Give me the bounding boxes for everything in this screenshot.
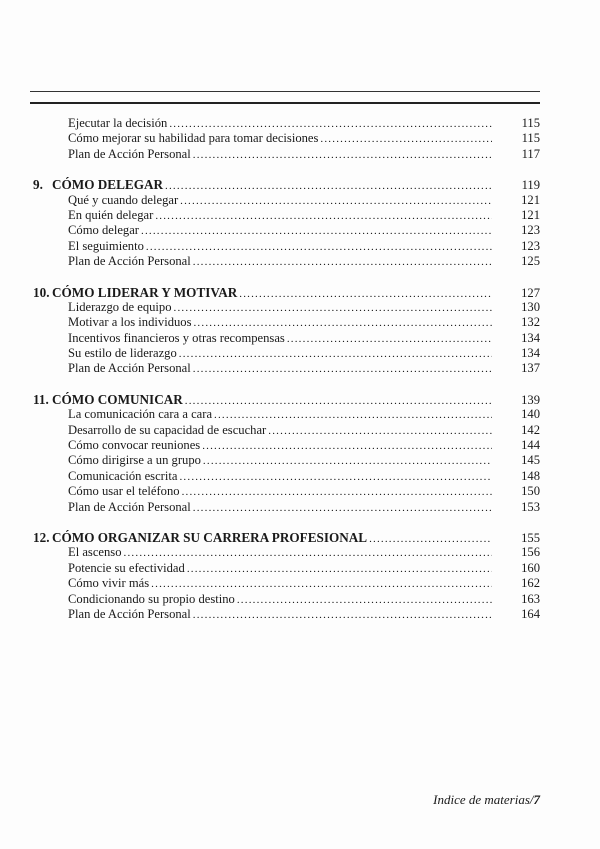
dot-leader <box>169 117 492 132</box>
entry-page: 160 <box>521 560 540 575</box>
entry-title: Plan de Acción Personal <box>68 606 191 621</box>
toc-section <box>30 177 540 269</box>
entry-title: Ejecutar la decisión <box>68 116 168 130</box>
dot-leader <box>320 132 492 147</box>
entry-page: 115 <box>521 131 540 146</box>
entry-page: 117 <box>521 146 540 161</box>
dot-leader <box>187 562 492 577</box>
entry-page: 150 <box>521 484 540 499</box>
entry-page: 148 <box>521 468 540 483</box>
toc-entry <box>30 469 540 484</box>
header-rule-top <box>30 91 540 92</box>
dot-leader <box>239 287 492 302</box>
toc-entry <box>30 346 540 361</box>
toc-entry <box>30 407 540 422</box>
entry-page: 123 <box>521 238 540 253</box>
footer-label: Indice de materias/ <box>433 792 534 807</box>
entry-title: CÓMO COMUNICAR <box>52 391 183 407</box>
entry-title: Desarrollo de su capacidad de escuchar <box>68 422 267 437</box>
entry-title: Condicionando su propio destino <box>68 591 235 606</box>
entry-page: 162 <box>521 576 540 591</box>
entry-title: Plan de Acción Personal <box>68 254 191 269</box>
dot-leader <box>193 362 492 377</box>
entry-title: Qué y cuando delegar <box>68 192 179 207</box>
toc-entry <box>30 239 540 254</box>
entry-title: CÓMO ORGANIZAR SU CARRERA PROFESIONAL <box>52 529 368 545</box>
toc-entry <box>30 223 540 238</box>
entry-page: 123 <box>521 223 540 238</box>
entry-title: Plan de Acción Personal <box>68 361 191 376</box>
toc-entry <box>30 545 540 560</box>
toc-entry <box>30 208 540 223</box>
toc-entry <box>30 423 540 438</box>
entry-title: Cómo dirigirse a un grupo <box>68 453 201 468</box>
dot-leader <box>369 532 492 547</box>
toc-entry <box>30 147 540 162</box>
entry-title: Plan de Acción Personal <box>68 499 191 514</box>
toc-entry <box>30 592 540 607</box>
entry-title: Liderazgo de equipo <box>68 299 172 314</box>
entry-title: CÓMO DELEGAR <box>52 177 163 193</box>
dot-leader <box>182 485 492 500</box>
toc-chapter-entry <box>30 285 540 300</box>
dot-leader <box>165 179 492 194</box>
toc-entry <box>30 254 540 269</box>
entry-page: 121 <box>521 207 540 222</box>
entry-title: Potencie su efectividad <box>68 560 185 575</box>
entry-title: Cómo delegar <box>68 223 139 238</box>
dot-leader <box>287 332 492 347</box>
toc-entry <box>30 484 540 499</box>
entry-page: 134 <box>521 346 540 361</box>
toc-entry <box>30 116 540 131</box>
toc-entry <box>30 453 540 468</box>
toc-entry <box>30 438 540 453</box>
dot-leader <box>202 439 492 454</box>
entry-title: Su estilo de liderazgo <box>68 346 177 361</box>
toc-chapter-entry <box>30 530 540 545</box>
entry-title: CÓMO LIDERAR Y MOTIVAR <box>52 284 238 300</box>
entry-page: 142 <box>521 422 540 437</box>
entry-page: 139 <box>521 392 540 407</box>
entry-page: 156 <box>521 545 540 560</box>
dot-leader <box>179 470 492 485</box>
chapter-number: 11. <box>33 391 49 407</box>
page-number: 7 <box>533 792 540 807</box>
dot-leader <box>193 148 492 163</box>
entry-page: 130 <box>521 299 540 314</box>
entry-title: Cómo vivir más <box>68 576 150 591</box>
entry-page: 140 <box>521 407 540 422</box>
toc-entry <box>30 131 540 146</box>
entry-page: 115 <box>521 116 540 130</box>
dot-leader <box>268 424 492 439</box>
entry-title: Cómo convocar reuniones <box>68 438 201 453</box>
entry-page: 145 <box>521 453 540 468</box>
toc-entry <box>30 300 540 315</box>
dot-leader <box>193 608 492 623</box>
entry-title: Comunicación escrita <box>68 468 178 483</box>
entry-title: Plan de Acción Personal <box>68 146 191 161</box>
dot-leader <box>179 347 492 362</box>
dot-leader <box>193 501 492 516</box>
toc-entry <box>30 193 540 208</box>
entry-page: 132 <box>521 315 540 330</box>
dot-leader <box>151 577 492 592</box>
entry-page: 134 <box>521 330 540 345</box>
toc-entry <box>30 561 540 576</box>
toc-section <box>30 116 540 162</box>
dot-leader <box>237 593 492 608</box>
entry-page: 153 <box>521 499 540 514</box>
entry-page: 155 <box>521 530 540 545</box>
entry-page: 119 <box>521 178 540 193</box>
toc-entry <box>30 576 540 591</box>
toc-entry <box>30 315 540 330</box>
entry-title: En quién delegar <box>68 207 154 222</box>
entry-title: El ascenso <box>68 545 122 560</box>
toc-entry <box>30 607 540 622</box>
toc-section <box>30 530 540 622</box>
table-of-contents <box>30 116 540 637</box>
entry-title: Cómo mejorar su habilidad para tomar decisiones <box>68 131 319 146</box>
entry-title: El seguimiento <box>68 238 144 253</box>
dot-leader <box>193 316 492 331</box>
entry-page: 164 <box>521 606 540 621</box>
entry-page: 127 <box>521 285 540 300</box>
dot-leader <box>203 454 492 469</box>
entry-title: La comunicación cara a cara <box>68 407 213 422</box>
dot-leader <box>185 394 492 409</box>
entry-page: 163 <box>521 591 540 606</box>
toc-entry <box>30 361 540 376</box>
entry-title: Cómo usar el teléfono <box>68 484 180 499</box>
entry-page: 121 <box>521 192 540 207</box>
entry-title: Incentivos financieros y otras recompensas <box>68 330 285 345</box>
toc-chapter-entry <box>30 177 540 192</box>
entry-page: 125 <box>521 254 540 269</box>
dot-leader <box>174 301 492 316</box>
toc-section <box>30 392 540 515</box>
chapter-number: 10. <box>33 284 50 300</box>
entry-page: 137 <box>521 361 540 376</box>
header-rule-bottom <box>30 102 540 104</box>
dot-leader <box>214 408 492 423</box>
chapter-number: 9. <box>33 177 43 193</box>
dot-leader <box>155 209 492 224</box>
toc-chapter-entry <box>30 392 540 407</box>
dot-leader <box>193 255 492 270</box>
toc-section <box>30 285 540 377</box>
dot-leader <box>124 546 492 561</box>
page-footer <box>433 792 540 808</box>
toc-entry <box>30 500 540 515</box>
toc-entry <box>30 331 540 346</box>
entry-page: 144 <box>521 438 540 453</box>
entry-title: Motivar a los individuos <box>68 315 192 330</box>
dot-leader <box>180 194 492 209</box>
dot-leader <box>141 224 492 239</box>
dot-leader <box>146 240 492 255</box>
chapter-number: 12. <box>33 529 50 545</box>
